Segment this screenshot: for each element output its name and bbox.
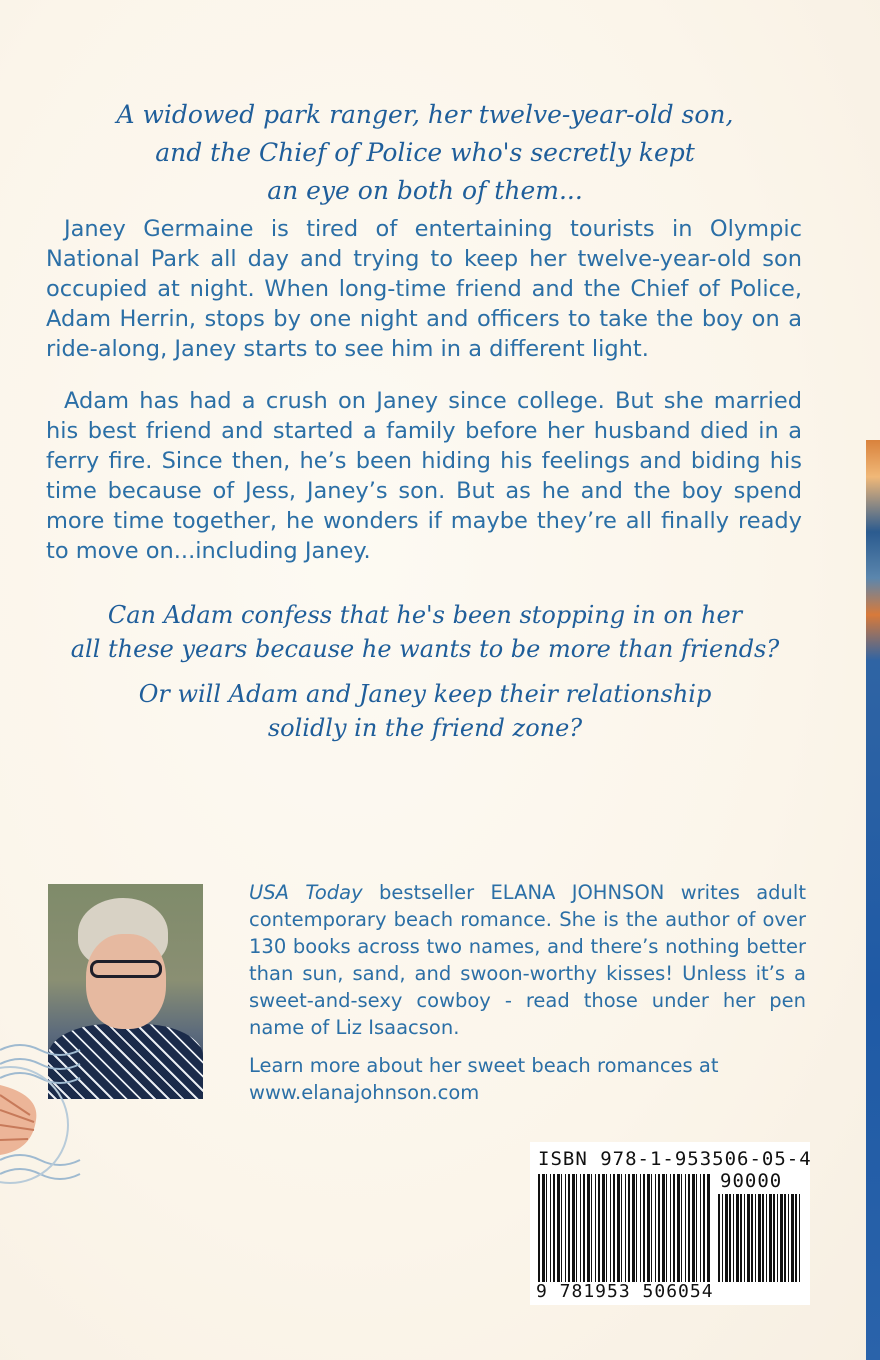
barcode-bars xyxy=(538,1174,710,1282)
tagline xyxy=(40,96,810,210)
price-code: 90000 xyxy=(720,1170,783,1192)
hook-2-line-2: solidly in the friend zone? xyxy=(267,714,583,742)
hook-1-line-1: Can Adam confess that he's been stopping in on her xyxy=(107,601,743,629)
hook-1-line-2: all these years because he wants to be more than friends? xyxy=(70,635,780,663)
hook-question-2 xyxy=(40,677,810,745)
front-cover-edge xyxy=(866,440,880,1360)
bio-text: bestseller ELANA JOHNSON writes adult contemporary beach romance. She is the author of over 130 books across two names, and there’s nothing better than sun, sand, and swoon-worthy kisses! Unless it’s a sweet-and-sexy cowboy - read those under her pen name of Liz Isaacson. xyxy=(249,881,806,1039)
hook-2-line-1: Or will Adam and Janey keep their relationship xyxy=(138,680,712,708)
barcode-addon-bars xyxy=(718,1194,802,1282)
tagline-line-1: A widowed park ranger, her twelve-year-old son, xyxy=(116,100,734,129)
tagline-line-3: an eye on both of them... xyxy=(267,176,583,205)
hook-question-1 xyxy=(40,598,810,666)
seashell-icon xyxy=(0,1075,45,1160)
description-paragraph-1: Janey Germaine is tired of entertaining tourists in Olympic National Park all day and trying to keep her twelve-year-old son occupied at night. When long-time friend and the Chief of Police, Adam Herrin, stops by one night and officers to take the boy on a ride-along, Janey starts to see him in a different light. xyxy=(46,216,802,362)
tagline-line-2: and the Chief of Police who's secretly kept xyxy=(155,138,695,167)
description-paragraph-2: Adam has had a crush on Janey since college. But she married his best friend and started a family before her husband died in a ferry fire. Since then, he’s been hiding his feelings and biding his time because of Jess, Janey’s son. But as he and the boy spend more time together, he wonders if maybe they’re all finally ready to move on...including Janey. xyxy=(46,388,802,564)
isbn-label: ISBN 978-1-953506-05-4 xyxy=(538,1148,812,1170)
publication-name: USA Today xyxy=(249,881,363,904)
ean-digits: 9 781953 506054 xyxy=(536,1281,714,1302)
learn-more-text: Learn more about her sweet beach romances at xyxy=(249,1054,719,1077)
author-bio xyxy=(249,879,806,1041)
website-link[interactable]: www.elanajohnson.com xyxy=(249,1081,480,1104)
learn-more xyxy=(249,1052,806,1106)
isbn-barcode xyxy=(530,1142,810,1305)
